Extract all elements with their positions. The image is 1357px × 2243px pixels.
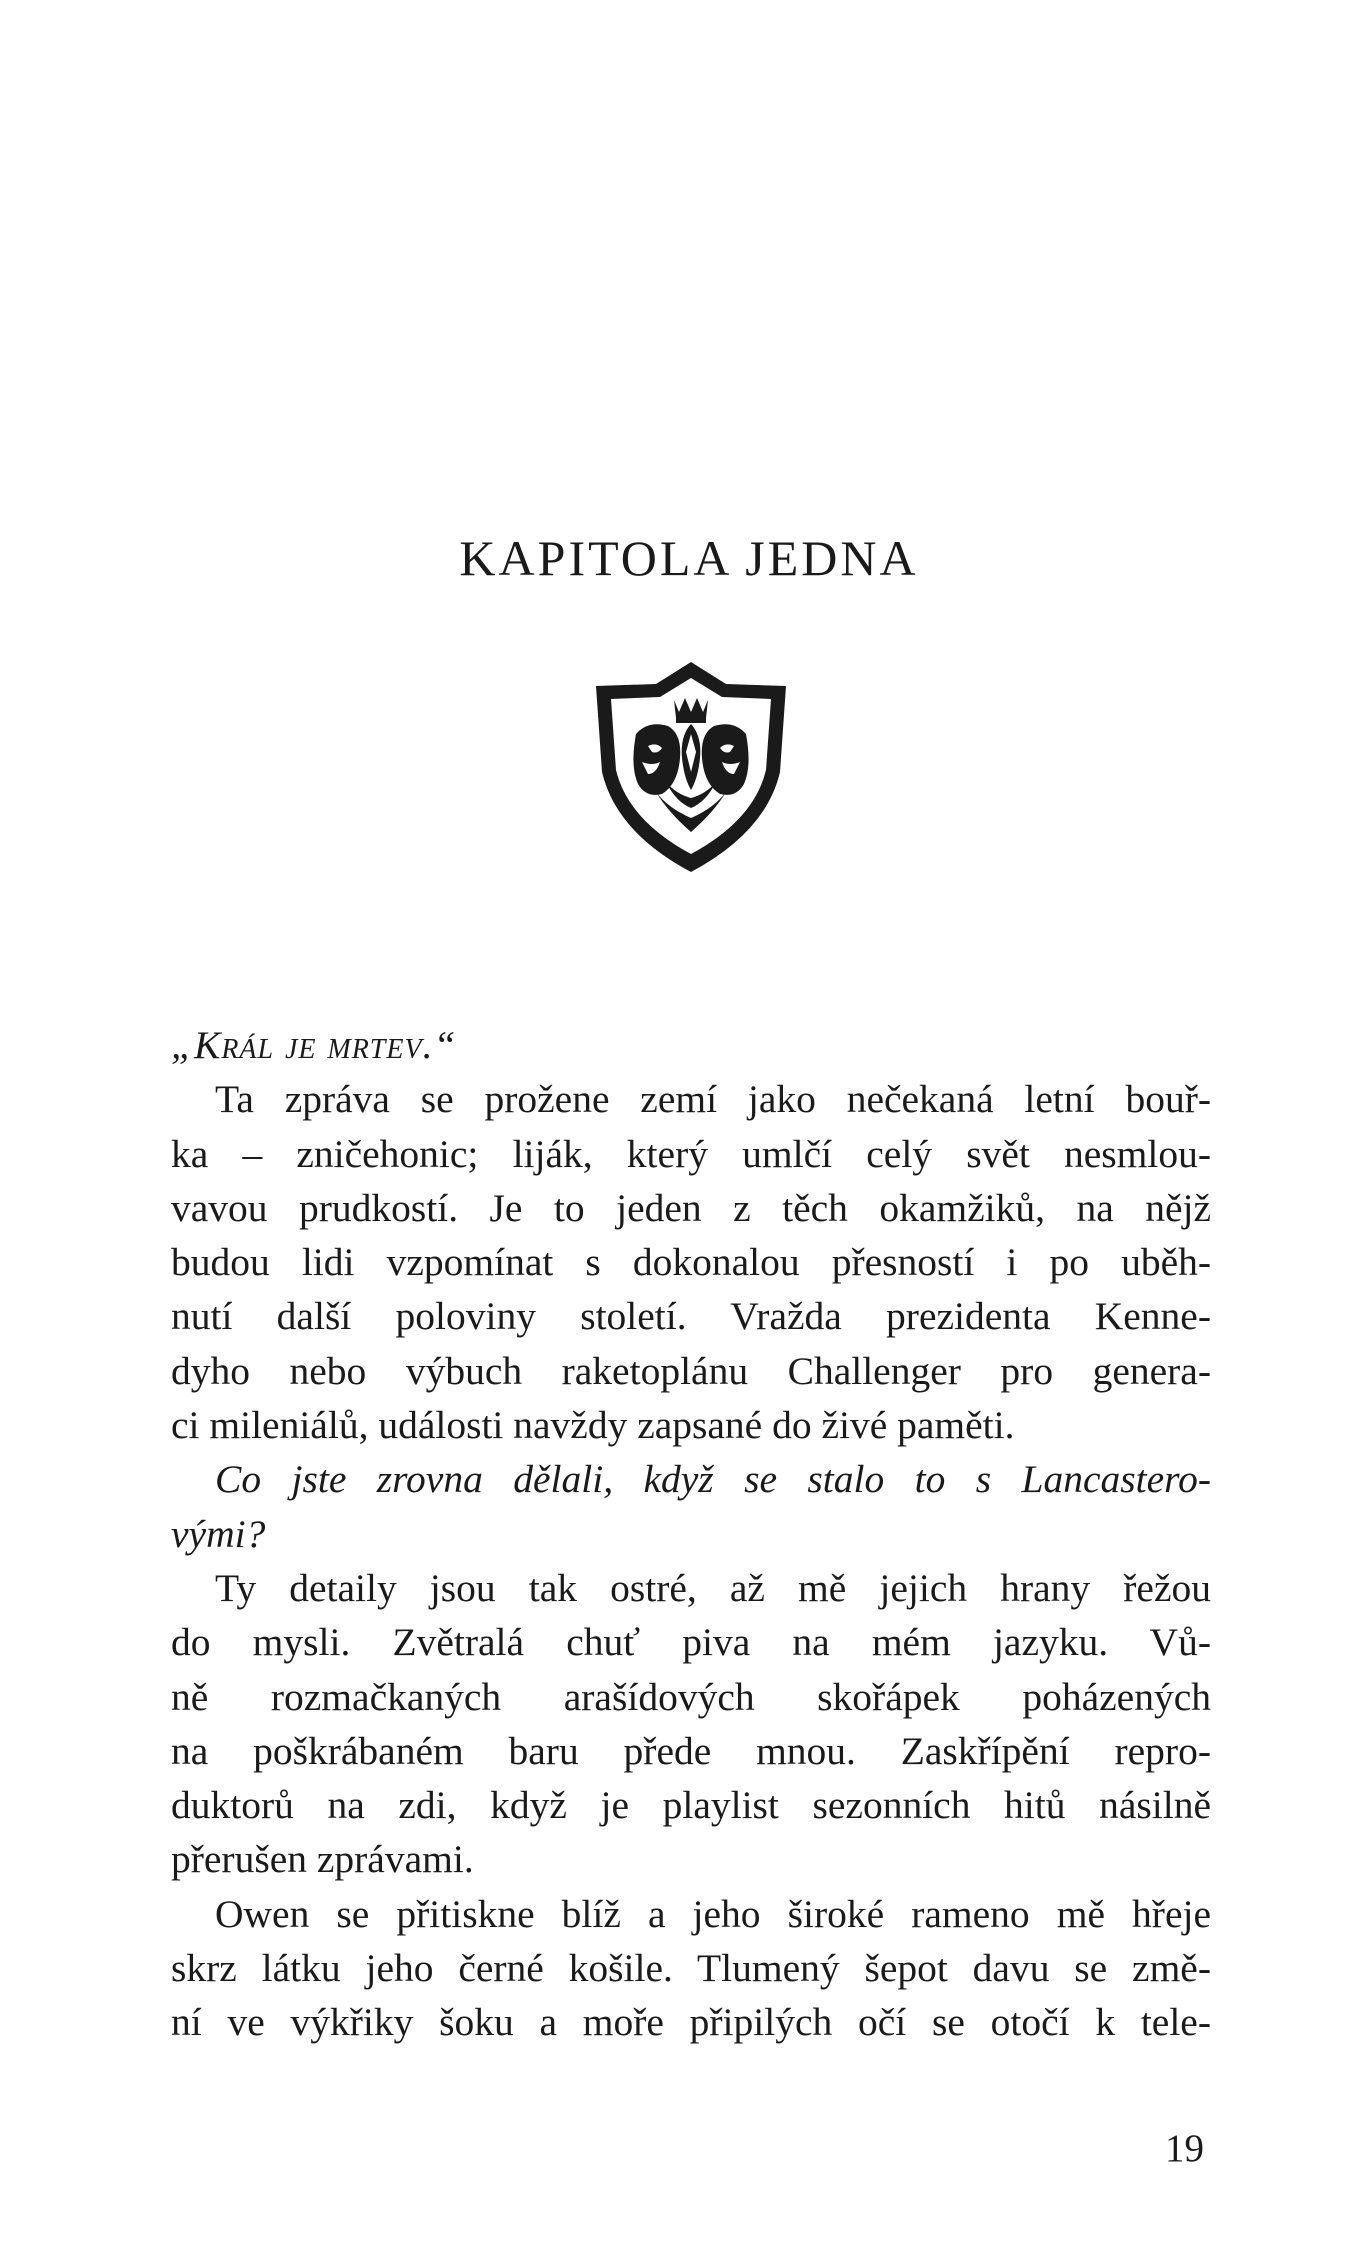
text-line: nutí další poloviny století. Vražda prezidenta Kenne- — [171, 1294, 1211, 1339]
text-line: ně rozmačkaných arašídových skořápek poházených — [171, 1674, 1211, 1719]
text-line: do mysli. Zvětralá chuť piva na mém jazyku. Vů- — [171, 1620, 1211, 1665]
text-line: ní ve výkřiky šoku a moře připilých očí se otočí k tele- — [171, 2000, 1211, 2045]
text-line: Ty detaily jsou tak ostré, až mě jejich hrany řežou — [215, 1565, 1211, 1610]
text-line: duktorů na zdi, když je playlist sezonních hitů násilně — [171, 1783, 1211, 1828]
text-line: ka – zničehonic; liják, který umlčí celý svět nesmlou- — [171, 1131, 1211, 1176]
chapter-title: KAPITOLA JEDNA — [459, 530, 919, 586]
text-line-italic: vými? — [171, 1511, 266, 1556]
opening-line: „Král je mrtev.“ — [171, 1023, 457, 1067]
text-line: Owen se přitiskne blíž a jeho široké rameno mě hřeje — [215, 1891, 1211, 1936]
body-text — [171, 1018, 1211, 2050]
text-line: Ta zpráva se proženе zemí jako nečekaná letní bouř- — [215, 1077, 1211, 1122]
page-number: 19 — [1165, 2127, 1204, 2170]
text-line: vavou prudkostí. Je to jeden z těch okamžiků, na nějž — [171, 1185, 1211, 1230]
text-line-italic: Co jste zrovna dělali, když se stalo to s Lancastero- — [215, 1457, 1211, 1502]
lion-crest-icon — [596, 662, 786, 872]
text-line: dyho nebo výbuch raketoplánu Challenger pro genera- — [171, 1348, 1211, 1393]
text-line: ci mileniálů, události navždy zapsané do živé paměti. — [171, 1403, 1015, 1448]
text-line: přerušen zprávami. — [171, 1837, 474, 1882]
text-line: na poškrábaném baru přede mnou. Zaskřípění repro- — [171, 1728, 1211, 1773]
text-line: skrz látku jeho černé košile. Tlumený šepot davu se změ- — [171, 1946, 1211, 1991]
text-line: budou lidi vzpomínat s dokonalou přesností i po uběh- — [171, 1240, 1211, 1285]
